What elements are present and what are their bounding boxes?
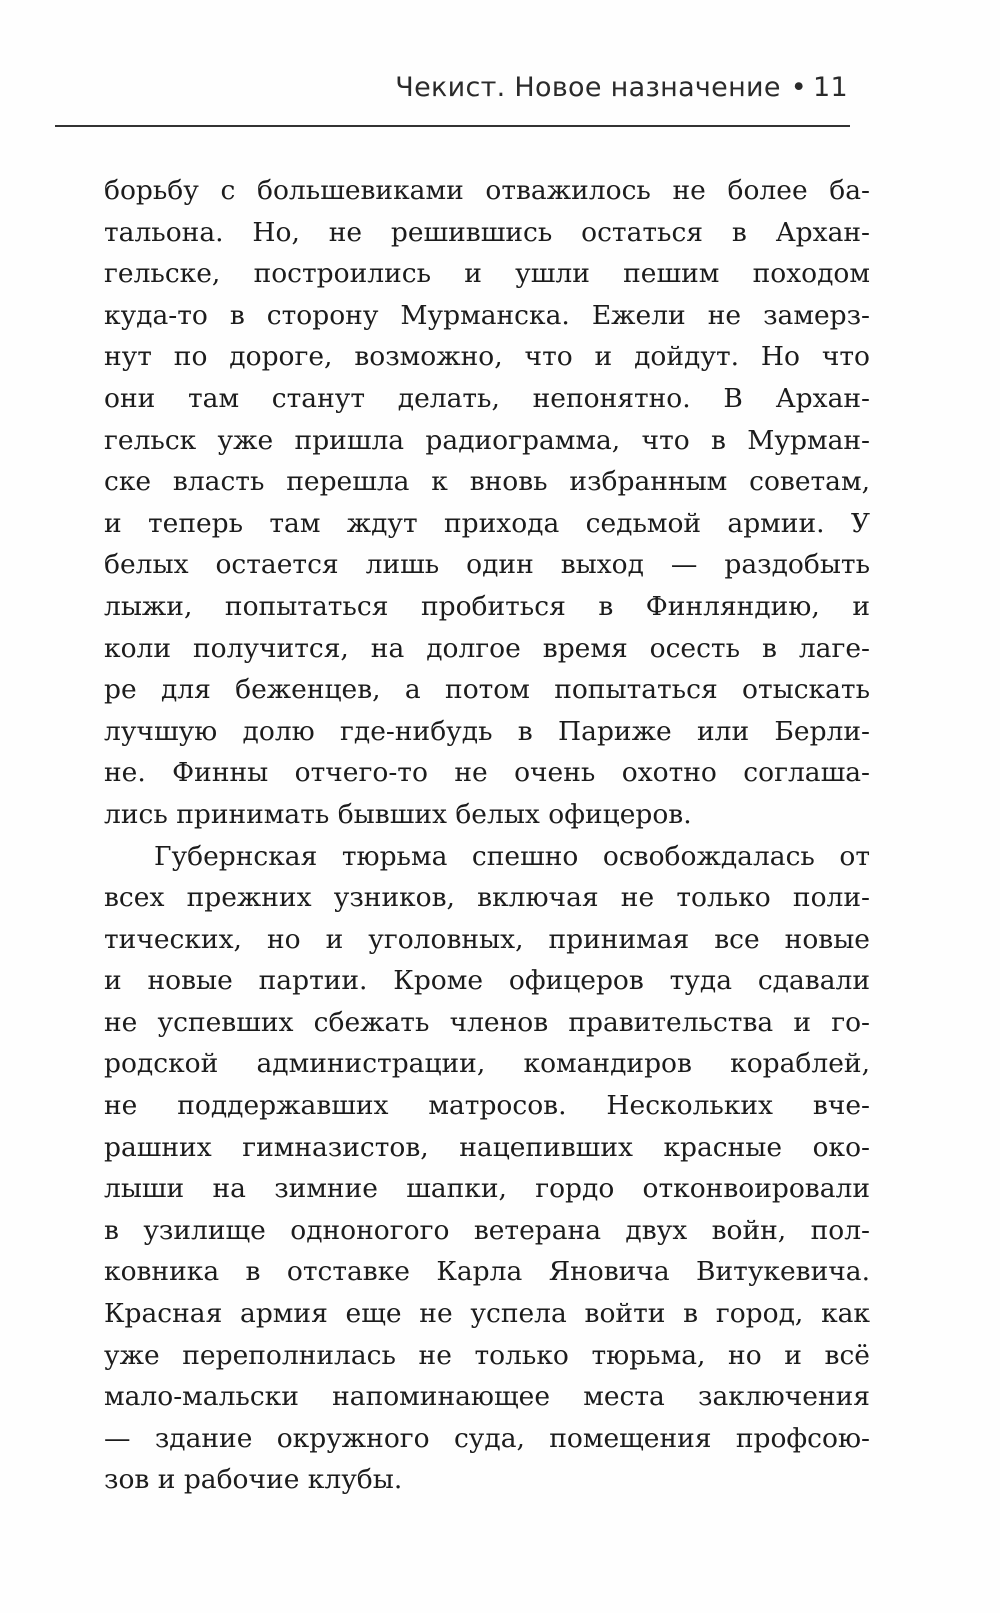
text-line: всех прежних узников, включая не только поли- bbox=[104, 882, 870, 914]
text-line: мало-мальски напоминающее места заключения bbox=[104, 1381, 870, 1413]
separator-bullet: • bbox=[790, 72, 808, 103]
text-line: не поддержавших матросов. Нескольких вче- bbox=[104, 1090, 870, 1122]
text-line: тальона. Но, не решившись остаться в Архан- bbox=[104, 216, 870, 248]
text-line: Губернская тюрьма спешно освобождалась от bbox=[154, 840, 870, 872]
text-line: — здание окружного суда, помещения профсою- bbox=[104, 1422, 870, 1454]
text-line: лыши на зимние шапки, гордо отконвоировали bbox=[104, 1173, 870, 1205]
text-line: лыжи, попытаться пробиться в Финляндию, и bbox=[104, 590, 870, 622]
running-head bbox=[55, 72, 848, 103]
text-line: нут по дороге, возможно, что и дойдут. Но что bbox=[104, 341, 870, 373]
text-line: они там станут делать, непонятно. В Архан- bbox=[104, 382, 870, 414]
text-line: не успевших сбежать членов правительства и го- bbox=[104, 1006, 870, 1038]
paragraph bbox=[104, 170, 870, 836]
text-line: борьбу с большевиками отважилось не более ба- bbox=[104, 175, 870, 206]
text-line: белых остается лишь один выход — раздобыть bbox=[104, 549, 870, 581]
body-text bbox=[104, 170, 870, 1501]
text-line: куда-то в сторону Мурманска. Ежели не замерз- bbox=[104, 299, 870, 331]
text-line: не. Финны отчего-то не очень охотно соглаша- bbox=[104, 757, 870, 789]
text-line: ре для беженцев, а потом попытаться отыскать bbox=[104, 674, 870, 706]
header-rule bbox=[55, 125, 850, 127]
text-line: и новые партии. Кроме офицеров туда сдавали bbox=[104, 965, 870, 997]
text-line: и теперь там ждут прихода седьмой армии. У bbox=[104, 507, 870, 539]
page-number: 11 bbox=[813, 72, 848, 103]
text-line: гельск уже пришла радиограмма, что в Мурман- bbox=[104, 424, 870, 456]
text-line: ске власть перешла к вновь избранным советам, bbox=[104, 466, 870, 498]
text-line: лучшую долю где-нибудь в Париже или Берли- bbox=[104, 715, 870, 747]
text-line: родской администрации, командиров кораблей, bbox=[104, 1048, 870, 1080]
text-line: Красная армия еще не успела войти в город, как bbox=[104, 1298, 870, 1330]
text-line: уже переполнилась не только тюрьма, но и всё bbox=[104, 1339, 870, 1371]
running-title: Чекист. Новое назначение bbox=[395, 72, 781, 103]
text-line: тических, но и уголовных, принимая все новые bbox=[104, 923, 870, 955]
text-line: лись принимать бывших белых офицеров. bbox=[104, 798, 692, 830]
text-line: ковника в отставке Карла Яновича Витукевича. bbox=[104, 1256, 870, 1288]
text-line: рашних гимназистов, нацепивших красные око- bbox=[104, 1131, 870, 1163]
text-line: зов и рабочие клубы. bbox=[104, 1464, 403, 1496]
text-line: гельске, построились и ушли пешим походом bbox=[104, 258, 870, 290]
paragraph bbox=[104, 836, 870, 1502]
text-line: коли получится, на долгое время осесть в лаге- bbox=[104, 632, 870, 664]
text-line: в узилище одноногого ветерана двух войн, пол- bbox=[104, 1214, 870, 1246]
